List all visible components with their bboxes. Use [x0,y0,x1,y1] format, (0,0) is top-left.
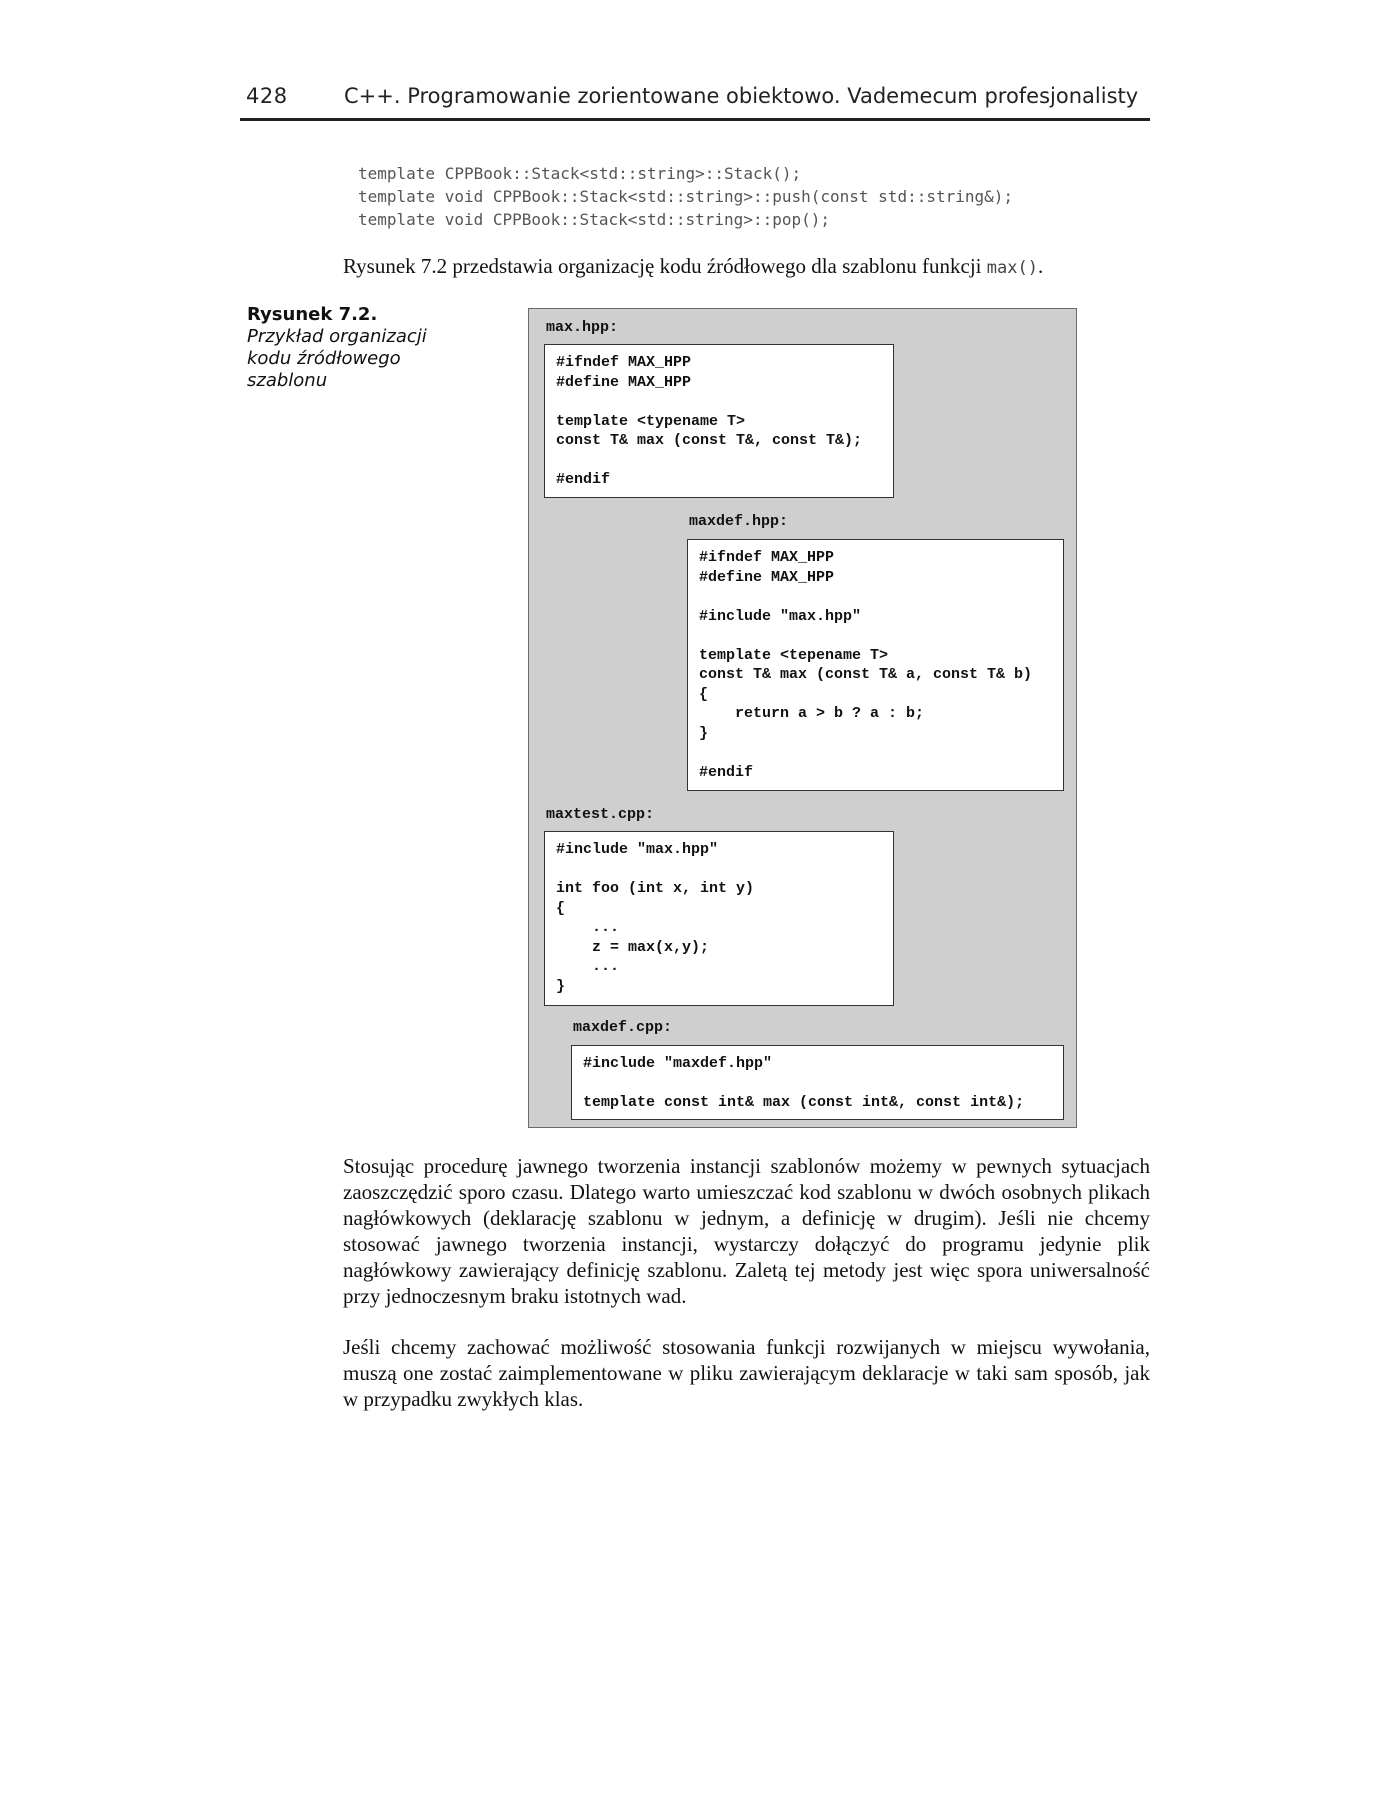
file-label-max-hpp: max.hpp: [546,319,619,336]
file-label-maxdef-hpp: maxdef.hpp: [689,513,789,530]
figure-diagram [528,308,1077,1128]
intro-end: . [1037,254,1044,278]
page-number: 428 [246,84,288,108]
figure-caption [247,304,447,392]
intro-paragraph [343,253,1150,281]
code-line: template void CPPBook::Stack<std::string>::pop(); [358,210,831,229]
file-box-max-hpp: #ifndef MAX_HPP #define MAX_HPP template <typename T> const T& max (const T&, const T&); #endif [544,344,894,498]
file-box-maxdef-hpp: #ifndef MAX_HPP #define MAX_HPP #include "max.hpp" template <tepename T> const T& max (const T& a, const T& b) { return a > b ? a : b; } #endif [687,539,1064,791]
file-label-maxdef-cpp: maxdef.cpp: [573,1019,673,1036]
file-box-maxtest-cpp: #include "max.hpp" int foo (int x, int y) { ... z = max(x,y); ... } [544,831,894,1006]
body-paragraph: Jeśli chcemy zachować możliwość stosowania funkcji rozwijanych w miejscu wywołania, muszą one zostać zaimplementowane w pliku zawierającym deklaracje w taki sam sposób, jak w przypadku zwykłych klas. [343,1335,1150,1411]
code-listing [358,162,1013,231]
book-title: C++. Programowanie zorientowane obiektowo. Vademecum profesjonalisty [344,84,1139,108]
body-paragraph: Stosując procedurę jawnego tworzenia instancji szablonów możemy w pewnych sytuacjach zaoszczędzić sporo czasu. Dlatego warto umieszczać kod szablonu w dwóch osobnych plikach nagłówkowych (deklarację szablonu w jednym, a definicję w drugim). Jeśli nie chcemy stosować jawnego tworzenia instancji, wystarczy dołączyć do programu jedynie plik nagłówkowy zawierający definicję szablonu. Zaletą tej metody jest więc spora uniwersalność przy jednoczesnym braku istotnych wad. [343,1154,1150,1308]
intro-text: Rysunek 7.2 przedstawia organizację kodu źródłowego dla szablonu funkcji [343,254,987,278]
inline-code: max() [986,258,1038,278]
code-line: template void CPPBook::Stack<std::string>::push(const std::string&); [358,187,1014,206]
code-line: template CPPBook::Stack<std::string>::Stack(); [358,164,802,183]
caption-number: Rysunek 7.2. [247,304,378,325]
caption-text: Przykład organizacji kodu źródłowego szablonu [247,326,427,391]
file-label-maxtest-cpp: maxtest.cpp: [546,806,655,823]
file-box-maxdef-cpp: #include "maxdef.hpp" template const int& max (const int&, const int&); [571,1045,1064,1120]
running-header [240,84,1150,121]
